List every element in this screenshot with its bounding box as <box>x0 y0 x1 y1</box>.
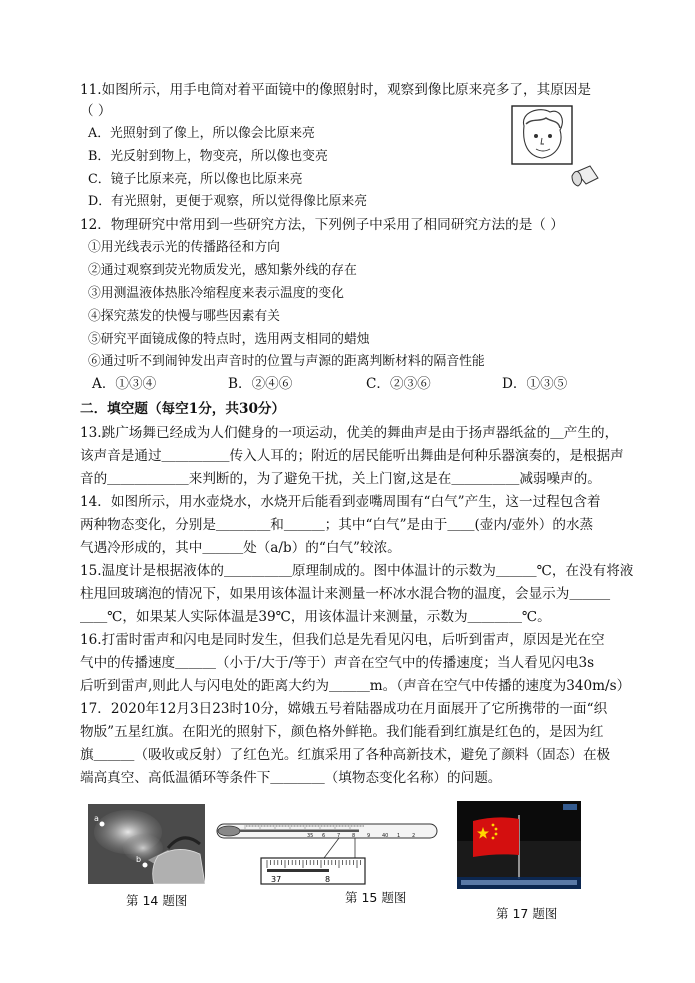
q13-line-1: 13.跳广场舞已经成为人们健身的一项运动，优美的舞曲声是由于扬声器纸盆的＿产生的， <box>80 425 619 441</box>
q16-line-1: 16.打雷时雷声和闪电是同时发生，但我们总是先看见闪电，后听到雷声，原因是光在空 <box>80 632 605 648</box>
q12-item-1: ①用光线表示光的传播路径和方向 <box>88 240 280 255</box>
q17-line-1: 17．2020年12月3日23时10分，嫦娥五号着陆器成功在月面展开了它所携带的一面“织 <box>80 701 608 717</box>
kettle-label-b: b <box>136 855 142 864</box>
q12-choice-c: C．②③⑥ <box>366 376 431 392</box>
fig14-caption: 第 14 题图 <box>126 893 188 908</box>
q16-line-3: 后听到雷声,则此人与闪电处的距离大约为＿＿＿m。（声音在空气中传播的速度为340m/s） <box>80 678 631 694</box>
q12-choice-a: A．①③④ <box>92 376 157 392</box>
q11-option-c: C．镜子比原来亮，所以像也比原来亮 <box>88 172 303 187</box>
thermo-scale-label: 40 <box>382 833 389 839</box>
q12-item-2: ②通过观察到荧光物质发光，感知紫外线的存在 <box>88 263 357 278</box>
q11-option-a: A．光照射到了像上，所以像会比原来亮 <box>88 126 315 141</box>
q11-stem: 11.如图所示，用手电筒对着平面镜中的像照射时，观察到像比原来亮多了，其原因是 <box>80 82 591 98</box>
fig15-caption: 第 15 题图 <box>345 890 407 905</box>
q14-line-1: 14．如图所示，用水壶烧水，水烧开后能看到壶嘴周围有“白气”产生，这一过程包含着 <box>80 494 601 510</box>
q11-option-d: D．有光照射，更便于观察，所以觉得像比原来亮 <box>88 194 367 209</box>
thermo-scale-label: 9 <box>367 833 371 839</box>
q17-line-3: 旗＿＿＿（吸收或反射）了红色光。红旗采用了各种高新技术，避免了颜料（固态）在极 <box>80 747 611 763</box>
q12-item-4: ④探究蒸发的快慢与哪些因素有关 <box>88 309 280 324</box>
q15-line-3: ＿＿℃，如果某人实际体温是39℃，用该体温计来测量，示数为＿＿＿＿℃。 <box>80 609 551 625</box>
q12-item-6: ⑥通过听不到闹钟发出声音时的位置与声源的距离判断材料的隔音性能 <box>88 354 485 369</box>
flashlight-icon <box>572 166 598 186</box>
thermo-scale-label: 1 <box>397 833 401 839</box>
fig14-kettle-photo <box>88 804 205 884</box>
fig17-caption: 第 17 题图 <box>496 906 558 921</box>
fig15-thermometer <box>215 818 440 886</box>
q13-line-2: 该声音是通过＿＿＿＿＿传入人耳的；附近的居民能听出舞曲是何种乐器演奏的，是根据声 <box>80 448 624 464</box>
thermo-scale-label: 6 <box>322 833 326 839</box>
q12-item-5: ⑤研究平面镜成像的特点时，选用两支相同的蜡烛 <box>88 332 370 347</box>
q14-line-3: 气遇冷形成的，其中＿＿＿处（a/b）的“白气”较浓。 <box>80 540 401 556</box>
kettle-label-a: a <box>94 814 99 823</box>
q11-paren: （ ） <box>80 103 112 119</box>
q15-line-2: 柱甩回玻璃泡的情况下，如果用该体温计来测量一杯冰水混合物的温度，会显示为＿＿＿ <box>80 586 611 602</box>
thermo-zoom-label-8: 8 <box>325 875 331 884</box>
q14-line-2: 两种物态变化，分别是＿＿＿＿和＿＿＿；其中“白气”是由于＿＿(壶内/壶外）的水蒸 <box>80 517 594 533</box>
q11-mirror-face-figure <box>510 104 605 196</box>
q11-option-b: B．光反射到物上，物变亮，所以像也变亮 <box>88 149 328 164</box>
thermo-scale-label: 35 <box>307 833 314 839</box>
q17-line-4: 端高真空、高低温循环等条件下＿＿＿＿（填物态变化名称）的问题。 <box>80 770 502 786</box>
thermo-scale-label: 7 <box>337 833 341 839</box>
thermo-zoom-label-37: 37 <box>271 875 282 884</box>
q12-choice-b: B．②④⑥ <box>228 376 293 392</box>
thermo-scale-label: 8 <box>352 833 356 839</box>
q12-stem: 12．物理研究中常用到一些研究方法，下列例子中采用了相同研究方法的是（ ） <box>80 217 564 233</box>
section-title-fill-blank: 二．填空题（每空1分，共30分） <box>80 401 286 417</box>
q12-choice-d: D．①③⑤ <box>502 376 568 392</box>
q16-line-2: 气中的传播速度＿＿＿（小于/大于/等于）声音在空气中的传播速度；当人看见闪电3s <box>80 655 595 671</box>
q17-line-2: 物版”五星红旗。在阳光的照射下，颜色格外鲜艳。我们能看到红旗是红色的，是因为红 <box>80 724 604 740</box>
q12-item-3: ③用测温液体热胀冷缩程度来表示温度的变化 <box>88 286 344 301</box>
q13-line-3: 音的＿＿＿＿＿＿来判断的，为了避免干扰，关上门窗,这是在＿＿＿＿＿减弱噪声的。 <box>80 471 601 487</box>
q15-line-1: 15.温度计是根据液体的＿＿＿＿＿原理制成的。图中体温计的示数为＿＿＿℃，在没有将液 <box>80 563 634 579</box>
fig17-flag-photo <box>457 801 581 889</box>
thermo-scale-label: 2 <box>412 833 416 839</box>
